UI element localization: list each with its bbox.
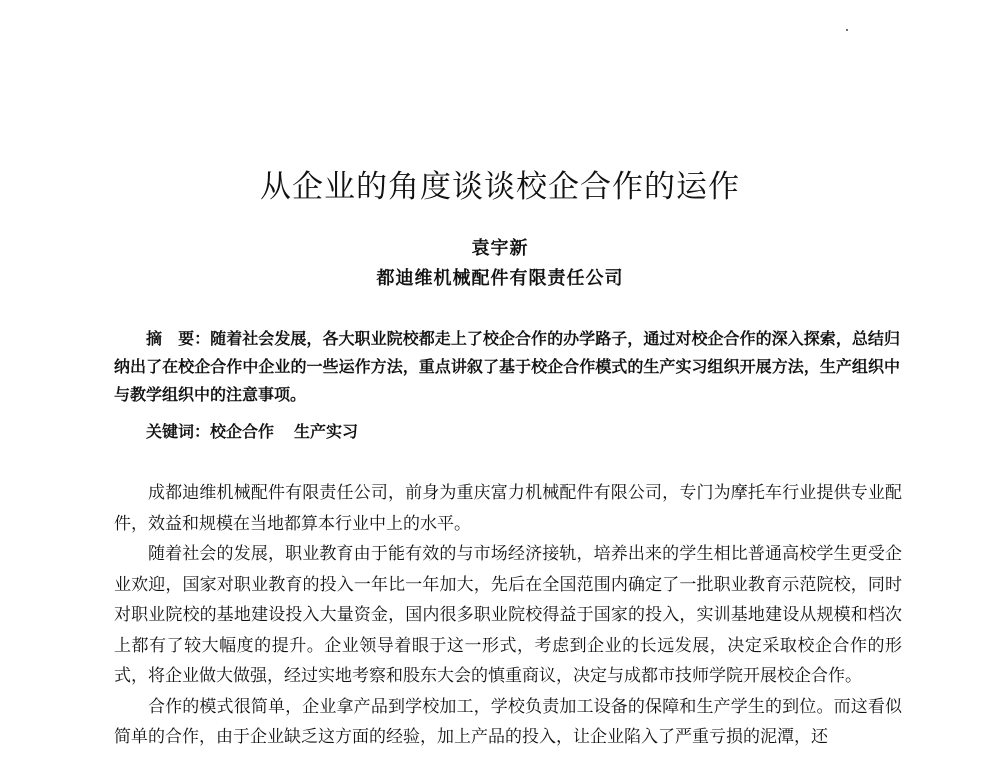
keywords [146, 418, 358, 446]
keywords-label: 关键词： [146, 422, 211, 441]
keyword: 校企合作 [210, 422, 275, 441]
abstract [114, 325, 900, 409]
abstract-label: 摘 要： [146, 329, 211, 348]
article-title: 从企业的角度谈谈校企合作的运作 [260, 169, 740, 205]
body-paragraph: 成都迪维机械配件有限责任公司，前身为重庆富力机械配件有限公司，专门为摩托车行业提供专业配件，效益和规模在当地都算本行业中上的水平。 [114, 483, 902, 534]
author-name: 袁宇新 [471, 238, 529, 259]
article-body [114, 478, 902, 753]
abstract-text: 随着社会发展，各大职业院校都走上了校企合作的办学路子，通过对校企合作的深入探索，总结归纳出了在校企合作中企业的一些运作方法，重点讲叙了基于校企合作模式的生产实习组织开展方法，生产组织中与教学组织中的注意事项。 [114, 329, 900, 404]
body-paragraph: 合作的模式很简单，企业拿产品到学校加工，学校负责加工设备的保障和生产学生的到位。而这看似简单的合作，由于企业缺乏这方面的经验，加上产品的投入，让企业陷入了严重亏损的泥潭，还 [114, 696, 902, 747]
body-paragraph: 随着社会的发展，职业教育由于能有效的与市场经济接轨，培养出来的学生相比普通高校学生更受企业欢迎，国家对职业教育的投入一年比一年加大，先后在全国范围内确定了一批职业教育示范院校，同时对职业院校的基地建设投入大量资金，国内很多职业院校得益于国家的投入，实训基地建设从规模和档次上都有了较大幅度的提升。企业领导着眼于这一形式，考虑到企业的长远发展，决定采取校企合作的形式，将企业做大做强，经过实地考察和股东大会的慎重商议，决定与成都市技师学院开展校企合作。 [114, 544, 902, 686]
scan-artifact [846, 29, 848, 31]
keyword: 生产实习 [294, 422, 359, 441]
author-affiliation: 都迪维机械配件有限责任公司 [376, 268, 624, 289]
